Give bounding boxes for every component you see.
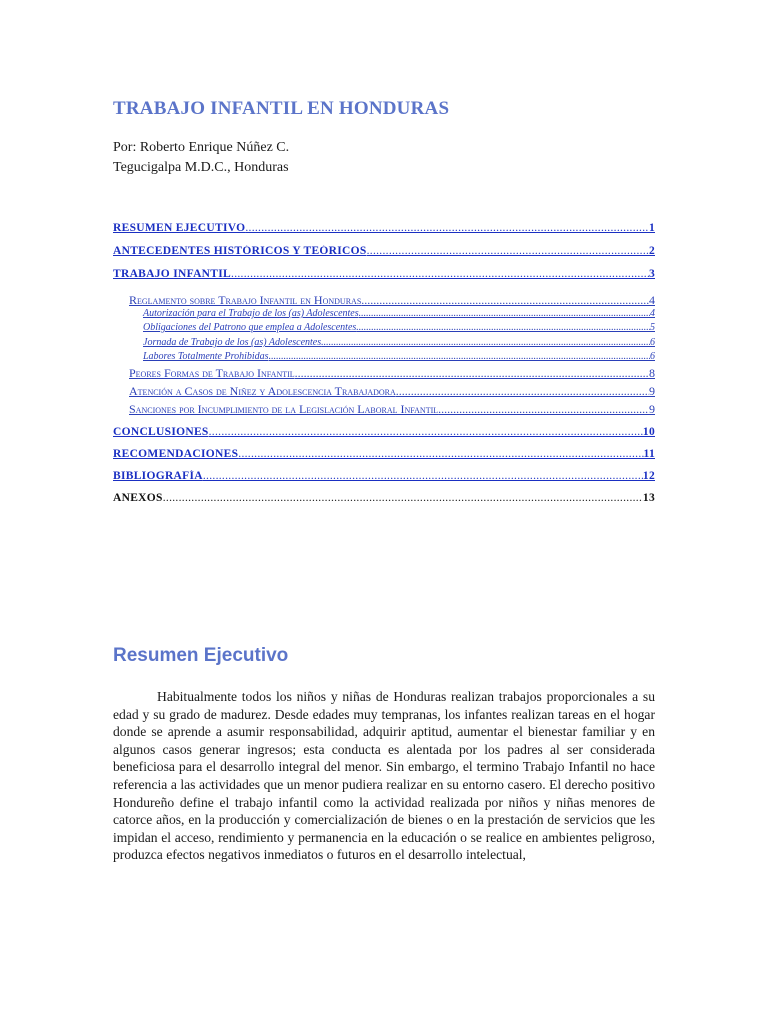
- toc-entry-page: 9: [649, 384, 655, 398]
- toc-leader-dots: [367, 245, 649, 257]
- toc-entry[interactable]: [113, 322, 655, 333]
- author-line: Por: Roberto Enrique Núñez C.: [113, 140, 290, 155]
- toc-leader-dots: [209, 426, 643, 438]
- toc-entry-label: BIBLIOGRAFÍA: [113, 470, 203, 482]
- toc-entry-label: TRABAJO INFANTIL: [113, 268, 232, 280]
- toc-leader-dots: [356, 322, 650, 333]
- toc-entry[interactable]: [113, 293, 655, 308]
- toc-leader-dots: [203, 470, 643, 482]
- toc-entry-label: Sanciones por Incumplimiento de la Legislación Laboral Infantil: [129, 402, 439, 416]
- toc-entry-page: 6: [650, 337, 655, 348]
- section-paragraph: Habitualmente todos los niños y niñas de Honduras realizan trabajos proporcionales a su edad y su grado de madurez. Desde edades muy tempranas, los infantes realizan tareas en el hogar donde se aprende a asumir responsabilidad, adquirir aptitud, aumentar el bienestar familiar y en algunos casos generar ingresos; esta conducta es alentada por los padres al ser considerada beneficiosa para el desarrollo integral del menor. Sin embargo, el termino Trabajo Infantil no hace referencia a las actividades que un menor pudiera realizar en su entorno casero. El derecho positivo Hondureño define el trabajo infantil como la actividad realizada por niños y niñas menores de catorce años, en la producción y comercialización de bienes o en la prestación de servicios que les impidan el acceso, rendimiento y permanencia en la educación o se realice en ambientes peligroso, produzca efectos negativos inmediatos o futuros en el desarrollo intelectual,: [113, 689, 655, 863]
- toc-entry[interactable]: [113, 426, 655, 438]
- toc-entry[interactable]: [113, 308, 655, 319]
- toc-entry-label: ANTECEDENTES HISTÓRICOS Y TEÓRICOS: [113, 245, 367, 257]
- toc-leader-dots: [269, 351, 650, 362]
- toc-leader-dots: [295, 366, 649, 381]
- toc-entry-page: 13: [642, 492, 655, 504]
- document-title: TRABAJO INFANTIL EN HONDURAS: [113, 98, 450, 119]
- toc-entry-label: ANEXOS: [113, 492, 163, 504]
- location-line: Tegucigalpa M.D.C., Honduras: [113, 160, 289, 175]
- toc-entry[interactable]: [113, 222, 655, 234]
- toc-entry-page: 2: [648, 245, 655, 257]
- toc-entry-page: 8: [649, 366, 655, 380]
- toc-leader-dots: [438, 402, 649, 417]
- toc-leader-dots: [163, 492, 643, 504]
- toc-entry-page: 3: [648, 268, 655, 280]
- toc-entry-page: 6: [650, 351, 655, 362]
- toc-entry[interactable]: [113, 351, 655, 362]
- toc-entry[interactable]: [113, 268, 655, 280]
- toc-entry[interactable]: [113, 337, 655, 348]
- toc-entry-page: 12: [642, 470, 655, 482]
- toc-entry[interactable]: [113, 402, 655, 417]
- toc-entry-page: 4: [650, 308, 655, 319]
- toc-entry-page: 5: [650, 322, 655, 333]
- toc-leader-dots: [245, 222, 649, 234]
- toc-entry[interactable]: [113, 245, 655, 257]
- toc-entry: [113, 492, 655, 504]
- toc-entry-page: 1: [648, 222, 655, 234]
- toc-entry-label: RESUMEN EJECUTIVO: [113, 222, 246, 234]
- author-block: [113, 138, 289, 178]
- toc-entry-page: 11: [643, 448, 655, 460]
- toc-entry-page: 10: [642, 426, 655, 438]
- toc-entry-label: Reglamento sobre Trabajo Infantil en Honduras: [129, 293, 362, 307]
- toc-entry-label: Jornada de Trabajo de los (as) Adolescentes: [143, 337, 322, 348]
- toc-entry[interactable]: [113, 384, 655, 399]
- toc-entry[interactable]: [113, 470, 655, 482]
- toc-entry-label: Labores Totalmente Prohibidas: [143, 351, 269, 362]
- toc-entry[interactable]: [113, 366, 655, 381]
- toc-leader-dots: [396, 384, 649, 399]
- toc-entry-label: Atención a Casos de Niñez y Adolescencia Trabajadora: [129, 384, 396, 398]
- toc-entry-label: Autorización para el Trabajo de los (as) Adolescentes: [143, 308, 359, 319]
- toc-leader-dots: [321, 337, 650, 348]
- toc-entry-label: Peores Formas de Trabajo Infantil: [129, 366, 295, 380]
- toc-entry-label: CONCLUSIONES: [113, 426, 209, 438]
- toc-entry-label: Obligaciones del Patrono que emplea a Adolescentes: [143, 322, 357, 333]
- toc-leader-dots: [238, 448, 643, 460]
- section-heading: Resumen Ejecutivo: [113, 645, 289, 666]
- toc-entry-page: 9: [649, 402, 655, 416]
- toc-entry-label: RECOMENDACIONES: [113, 448, 239, 460]
- toc-leader-dots: [231, 268, 649, 280]
- toc-leader-dots: [359, 308, 650, 319]
- toc-entry-page: 4: [649, 293, 655, 307]
- toc-leader-dots: [361, 293, 649, 308]
- toc-entry[interactable]: [113, 448, 655, 460]
